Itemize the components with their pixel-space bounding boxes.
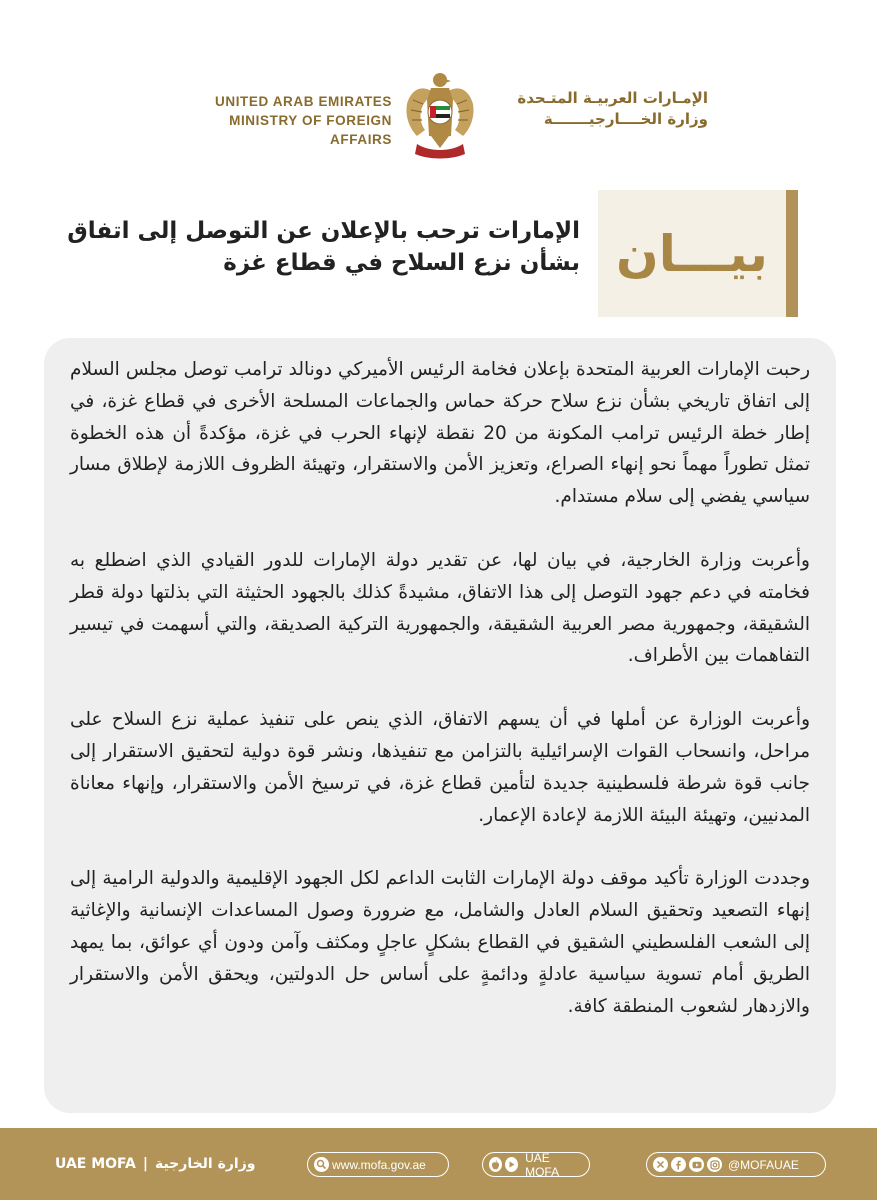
body-paragraph-3: وأعربت الوزارة عن أملها في أن يسهم الاتفاق، الذي ينص على تنفيذ عملية نزع السلاح على مراحل، وانسحاب القوات الإسرائيلية بالتزامن مع تنفيذها، ونشر قوة دولية لتحقيق الاستقرار إلى جانب قوة شرطة فلسطينية جديدة لتأمين قطاع غزة، في ترسيخ الأمن والاستقرار، وإنهاء معاناة المدنيين، وتهيئة البيئة اللازمة لإعادة الإعمار. xyxy=(70,709,810,826)
social-handle: @MOFAUAE xyxy=(728,1157,799,1172)
body-paragraph-2: وأعربت وزارة الخارجية، في بيان لها، عن تقدير دولة الإمارات للدور القيادي الذي اضطلع به فخامته في دعم جهود التوصل إلى هذا الاتفاق، مشيدةً كذلك بالجهود الحثيثة التي بذلتها دولة قطر الشقيقة، وجمهورية مصر العربية الشقيقة، والجمهورية التركية الصديقة، والتي أسهمت في تيسير التفاهمات بين الأطراف. xyxy=(70,549,810,667)
footer-brand-en: UAE MOFA xyxy=(55,1156,136,1172)
arabic-letterhead xyxy=(488,88,708,130)
footer-brand-ar: وزارة الخارجية xyxy=(154,1156,256,1172)
play-store-icon xyxy=(505,1157,518,1172)
social-links[interactable] xyxy=(646,1152,826,1177)
statement-title xyxy=(40,215,580,279)
statement-badge xyxy=(598,190,798,317)
app-store-link[interactable] xyxy=(482,1152,590,1177)
statement-title-line1: الإمارات ترحب بالإعلان عن التوصل إلى اتفاق xyxy=(67,218,580,244)
english-country-name: UNITED ARAB EMIRATES xyxy=(215,94,392,109)
arabic-ministry-name: وزارة الخــــارجيـــــــة xyxy=(543,110,708,128)
youtube-icon[interactable] xyxy=(689,1157,704,1172)
footer-separator: | xyxy=(142,1156,148,1172)
search-globe-icon xyxy=(314,1157,329,1172)
body-paragraph-4: وجددت الوزارة تأكيد موقف دولة الإمارات الثابت الداعم لكل الجهود الإقليمية والدولية الرامية إلى إنهاء التصعيد وتحقيق السلام العادل والشامل، مع ضرورة وصول المساعدات الإنسانية والإغاثية إلى الشعب الفلسطيني الشقيق في القطاع بشكلٍ عاجلٍ ومكثف وآمن ودون أي عوائق، بما يمهد الطريق أمام تسوية سياسية عادلةٍ ودائمةٍ على أساس حل الدولتين، ويحقق الأمن والاستقرار والازدهار لشعوب المنطقة كافة. xyxy=(70,868,810,1017)
website-link[interactable] xyxy=(307,1152,449,1177)
website-url: www.mofa.gov.ae xyxy=(332,1157,426,1172)
instagram-icon[interactable] xyxy=(707,1157,722,1172)
footer-bar xyxy=(0,1128,877,1200)
x-icon[interactable] xyxy=(653,1157,668,1172)
app-label: UAE MOFA xyxy=(525,1150,560,1179)
arabic-country-name: الإمـارات العربيـة المتـحدة xyxy=(517,89,708,107)
footer-brand xyxy=(55,1128,255,1200)
letterhead xyxy=(0,60,877,170)
facebook-icon[interactable] xyxy=(671,1157,686,1172)
statement-badge-label: بيـــان xyxy=(616,224,768,283)
apple-icon xyxy=(489,1157,502,1172)
body-paragraph-1: رحبت الإمارات العربية المتحدة بإعلان فخامة الرئيس الأميركي دونالد ترامب توصل مجلس السلام إلى اتفاق تاريخي بشأن نزع سلاح حركة حماس والجماعات المسلحة الأخرى في قطاع غزة، في إطار خطة الرئيس ترامب المكونة من 20 نقطة لإنهاء الحرب في غزة، مؤكدةً أن هذه الخطوة تمثل تطوراً مهماً نحو إنهاء الصراع، وتعزيز الأمن والاستقرار، وتهيئة الظروف اللازمة لإطلاق مسار سياسي يفضي إلى سلام مستدام. xyxy=(70,359,810,508)
english-letterhead xyxy=(170,92,392,149)
statement-title-line2: بشأن نزع السلاح في قطاع غزة xyxy=(223,250,580,276)
english-ministry-name: MINISTRY OF FOREIGN AFFAIRS xyxy=(229,113,392,147)
uae-falcon-emblem-icon xyxy=(403,70,477,162)
statement-body xyxy=(44,338,836,1113)
